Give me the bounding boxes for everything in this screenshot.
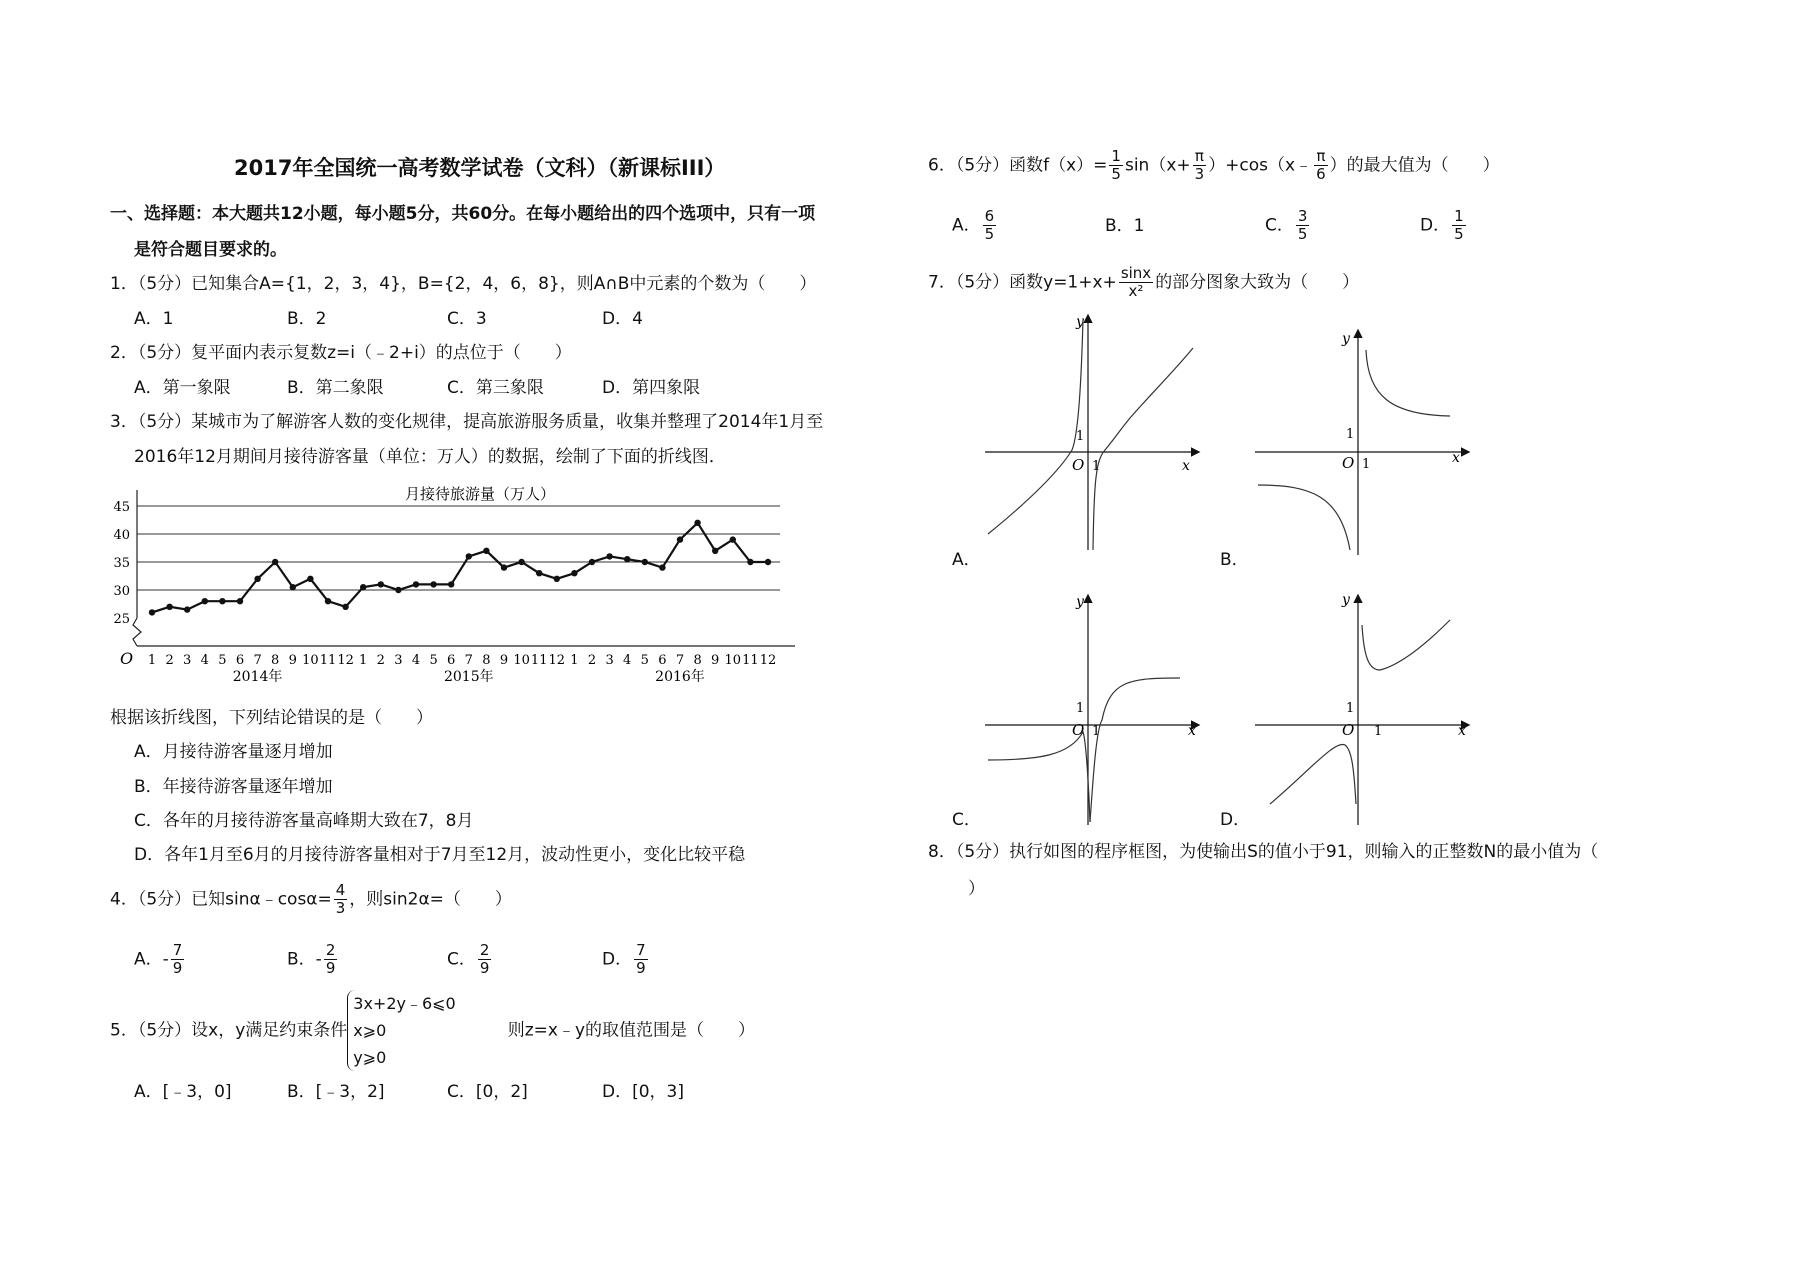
chart-x-tick-label: 1 xyxy=(570,653,579,668)
svg-text:1: 1 xyxy=(1092,724,1101,739)
svg-text:1: 1 xyxy=(1346,427,1355,442)
q7-label-d: D． xyxy=(1220,810,1251,830)
chart-data-point xyxy=(536,570,542,576)
svg-text:1: 1 xyxy=(1374,724,1383,739)
q6-option-a: A． $\frac{6}{5}$ xyxy=(952,207,995,243)
chart-x-tick-label: 4 xyxy=(623,653,632,668)
chart-x-tick-label: 8 xyxy=(693,653,702,668)
q3-stem-line2: 2016年12月期间月接待游客量（单位：万人）的数据，绘制了下面的折线图． xyxy=(134,447,726,467)
q6-option-c: C． $\frac{3}{5}$ xyxy=(1265,207,1308,243)
chart-data-point xyxy=(166,604,172,610)
chart-x-tick-label: 6 xyxy=(447,653,456,668)
chart-data-point xyxy=(413,581,419,587)
chart-data-point xyxy=(219,598,225,604)
chart-data-point xyxy=(606,553,612,559)
q4-stem xyxy=(110,882,512,917)
chart-data-point xyxy=(554,576,560,582)
chart-x-tick-label: 9 xyxy=(499,653,509,668)
q5-suffix: 则z=x﹣y的取值范围是（ ） xyxy=(507,1020,756,1041)
q7-label-a: A． xyxy=(952,550,981,570)
q5-option-c: C．[0，2] xyxy=(447,1082,528,1102)
q7-graph-b xyxy=(1250,325,1480,560)
chart-x-tick-label: 8 xyxy=(482,653,491,668)
chart-x-tick-label: 9 xyxy=(288,653,297,668)
q4-frac-num: 4 xyxy=(335,881,346,899)
chart-x-tick-label: 6 xyxy=(658,653,667,668)
chart-data-point xyxy=(325,598,331,604)
chart-x-tick-label: 8 xyxy=(271,653,280,668)
chart-data-point xyxy=(448,581,454,587)
svg-text:y: y xyxy=(1342,592,1350,608)
paper-title: 2017年全国统一高考数学试卷（文科）（新课标III） xyxy=(234,156,726,180)
svg-text:O: O xyxy=(1072,456,1085,474)
q1-option-b: B．2 xyxy=(287,309,327,329)
q2-option-a: A．第一象限 xyxy=(134,378,231,398)
chart-y-tick-label: 25 xyxy=(113,612,130,627)
chart-data-point xyxy=(378,581,384,587)
chart-year-label: 2016年 xyxy=(655,669,705,685)
chart-x-tick-label: 4 xyxy=(200,653,209,668)
chart-y-tick-label: 35 xyxy=(113,556,130,571)
chart-data-point xyxy=(395,587,401,593)
q1-option-c: C．3 xyxy=(447,309,487,329)
chart-year-label: 2014年 xyxy=(232,669,283,685)
q5-constraint-system: 3x+2y﹣6⩽0 x⩾0 y⩾0 xyxy=(347,990,455,1071)
chart-data-point xyxy=(430,581,436,587)
chart-x-tick-label: 4 xyxy=(411,653,421,668)
chart-x-tick-label: 1 xyxy=(359,653,368,668)
q3-option-d: D．各年1月至6月的月接待游客量相对于7月至12月，波动性更小，变化比较平稳 xyxy=(134,845,746,865)
q2-option-b: B．第二象限 xyxy=(287,378,384,398)
chart-y-tick-label: 40 xyxy=(113,528,130,543)
svg-text:1: 1 xyxy=(1076,429,1085,444)
q5-option-d: D．[0，3] xyxy=(602,1082,684,1102)
q2-stem: 2．（5分）复平面内表示复数z=i（﹣2+i）的点位于（ ） xyxy=(110,343,572,363)
chart-x-tick-label: 2 xyxy=(165,653,174,668)
svg-text:1: 1 xyxy=(1092,459,1101,474)
svg-text:O: O xyxy=(1342,454,1355,472)
chart-x-tick-label: 10 xyxy=(724,653,742,668)
chart-data-point xyxy=(765,559,771,565)
chart-data-point xyxy=(307,576,313,582)
q7-graph-d xyxy=(1250,590,1480,830)
chart-data-point xyxy=(501,564,507,570)
chart-x-tick-label: 7 xyxy=(464,653,473,668)
chart-x-tick-label: 5 xyxy=(218,653,227,668)
q4-option-b: B．- $\frac{2}{9}$ xyxy=(287,941,336,977)
chart-data-point xyxy=(712,548,718,554)
q7-label-b: B． xyxy=(1220,550,1249,570)
chart-data-point xyxy=(747,559,753,565)
chart-data-point xyxy=(149,609,155,615)
q5-option-a: A．[﹣3，0] xyxy=(134,1082,232,1102)
svg-text:1: 1 xyxy=(1076,701,1085,716)
q6-option-d: D． $\frac{1}{5}$ xyxy=(1420,207,1464,243)
chart-data-point xyxy=(360,584,366,590)
chart-data-point xyxy=(237,598,243,604)
chart-data-point xyxy=(272,559,278,565)
q3-option-b: B．年接待游客量逐年增加 xyxy=(134,777,333,797)
chart-data-point xyxy=(254,576,260,582)
chart-x-tick-label: 7 xyxy=(253,653,262,668)
svg-text:x: x xyxy=(1188,723,1196,739)
svg-text:y: y xyxy=(1076,594,1084,610)
q7-stem: 7．（5分）函数y=1+x+ $\frac{\sin x}{\text{x²}}$ 的部分图象大致为（ ） xyxy=(928,264,1360,300)
chart-x-tick-label: 1 xyxy=(147,653,157,668)
svg-text:1: 1 xyxy=(1362,457,1371,472)
chart-x-tick-label: 7 xyxy=(675,653,685,668)
chart-data-point xyxy=(677,536,683,542)
q7-label-c: C． xyxy=(952,810,981,830)
svg-text:1: 1 xyxy=(1346,701,1355,716)
chart-data-point xyxy=(483,548,489,554)
chart-data-point xyxy=(518,559,524,565)
chart-data-point xyxy=(571,570,577,576)
chart-origin-label: O xyxy=(120,649,134,668)
q5-stem xyxy=(110,990,755,1071)
svg-text:O: O xyxy=(1342,721,1355,739)
svg-text:x: x xyxy=(1452,450,1460,466)
q4-option-a: A．- $\frac{7}{9}$ xyxy=(134,941,183,977)
q4-fraction xyxy=(334,882,348,917)
q5-prefix: 5．（5分）设x，y满足约束条件 xyxy=(110,1020,348,1041)
q1-stem: 1．（5分）已知集合A={1，2，3，4}，B={2，4，6，8}，则A∩B中元素的个数为（ ） xyxy=(110,274,817,294)
q3-option-a: A．月接待游客量逐月增加 xyxy=(134,742,333,762)
chart-data-point xyxy=(202,598,208,604)
svg-text:O: O xyxy=(1072,721,1085,739)
q7-graph-a xyxy=(980,310,1210,560)
chart-x-tick-label: 11 xyxy=(319,653,337,668)
section-heading-line1: 一、选择题：本大题共12小题，每小题5分，共60分。在每小题给出的四个选项中，只有一项 xyxy=(110,204,816,224)
q8-stem-line2: ） xyxy=(968,879,985,899)
q5-option-b: B．[﹣3，2] xyxy=(287,1082,385,1102)
q4-option-c: C． $\frac{2}{9}$ xyxy=(447,941,490,977)
svg-text:x: x xyxy=(1182,458,1190,474)
q4-suffix: ，则sin2α=（ ） xyxy=(349,889,512,910)
svg-text:y: y xyxy=(1076,314,1084,330)
q3-question: 根据该折线图，下列结论错误的是（ ） xyxy=(110,708,433,728)
q2-option-c: C．第三象限 xyxy=(447,378,544,398)
chart-x-tick-label: 10 xyxy=(302,653,319,668)
svg-text:x: x xyxy=(1458,723,1466,739)
chart-data-point xyxy=(730,536,736,542)
chart-data-point xyxy=(659,564,665,570)
chart-x-tick-label: 2 xyxy=(587,653,597,668)
chart-data-point xyxy=(342,604,348,610)
chart-data-point xyxy=(290,584,296,590)
chart-title: 月接待旅游量（万人） xyxy=(404,485,556,503)
chart-x-tick-label: 11 xyxy=(742,653,759,668)
q4-option-d: D． $\frac{7}{9}$ xyxy=(602,941,646,977)
q6-option-b: B．1 xyxy=(1105,216,1145,236)
chart-x-tick-label: 12 xyxy=(337,653,354,668)
chart-data-point xyxy=(589,559,595,565)
chart-data-point xyxy=(466,553,472,559)
chart-x-tick-label: 11 xyxy=(530,653,548,668)
chart-x-tick-label: 12 xyxy=(548,653,566,668)
q4-prefix: 4．（5分）已知sinα﹣cosα= xyxy=(110,889,332,910)
chart-x-tick-label: 2 xyxy=(376,653,385,668)
chart-x-tick-label: 3 xyxy=(605,653,614,668)
q3-stem-line1: 3．（5分）某城市为了解游客人数的变化规律，提高旅游服务质量，收集并整理了2014年1月至 xyxy=(110,412,824,432)
q2-option-d: D．第四象限 xyxy=(602,378,701,398)
q8-stem-line1: 8．（5分）执行如图的程序框图，为使输出S的值小于91，则输入的正整数N的最小值为（ xyxy=(928,842,1599,862)
chart-x-tick-label: 3 xyxy=(394,653,403,668)
chart-data-point xyxy=(624,556,630,562)
chart-data-point xyxy=(694,520,700,526)
q7-graph-c xyxy=(980,590,1210,830)
svg-text:y: y xyxy=(1342,331,1350,347)
chart-x-tick-label: 10 xyxy=(513,653,530,668)
q4-frac-den: 3 xyxy=(335,899,346,917)
chart-series-line xyxy=(152,523,768,613)
q3-option-c: C．各年的月接待游客量高峰期大致在7，8月 xyxy=(134,811,474,831)
chart-axis-break xyxy=(133,618,141,646)
section-heading-line2: 是符合题目要求的。 xyxy=(134,240,287,260)
chart-y-tick-label: 45 xyxy=(113,500,130,515)
chart-x-tick-label: 6 xyxy=(235,653,245,668)
chart-y-tick-label: 30 xyxy=(113,584,130,599)
chart-x-tick-label: 3 xyxy=(183,653,192,668)
chart-data-point xyxy=(642,559,648,565)
q1-option-d: D．4 xyxy=(602,309,643,329)
q6-stem: 6．（5分）函数f（x）= $\frac{1}{5}$ sin（x+ $\frac{\pi}{3}$ ）+cos（x﹣ $\frac{\pi}{6}$ ）的最大值为（ ） xyxy=(928,147,1500,183)
chart-x-tick-label: 5 xyxy=(640,653,649,668)
tourist-line-chart xyxy=(100,478,810,693)
chart-x-tick-label: 12 xyxy=(759,653,777,668)
chart-data-point xyxy=(184,606,190,612)
chart-year-label: 2015年 xyxy=(443,669,494,685)
chart-x-tick-label: 9 xyxy=(711,653,720,668)
q1-option-a: A．1 xyxy=(134,309,174,329)
chart-x-tick-label: 5 xyxy=(429,653,438,668)
